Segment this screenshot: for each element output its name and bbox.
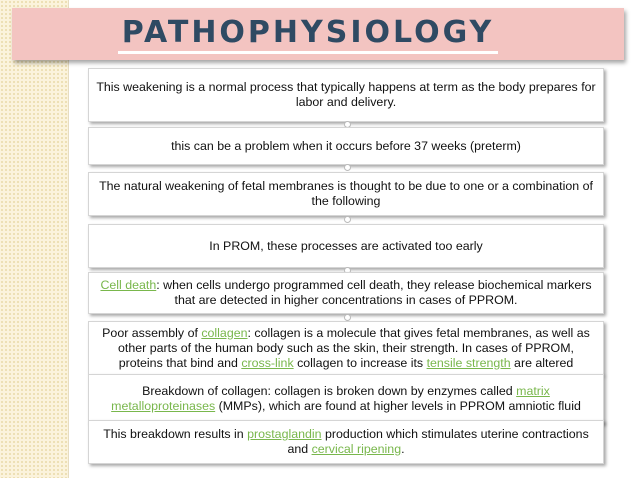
link-matrix-metalloproteinases[interactable]: matrix metalloproteinases: [111, 384, 550, 413]
connector-dot: [344, 314, 351, 321]
flow-box-4-text: In PROM, these processes are activated too early: [209, 238, 483, 253]
connector-dot: [344, 164, 351, 171]
flow-box-5: [88, 272, 604, 314]
flow-box-7: [88, 374, 604, 424]
flow-box-8: [88, 420, 604, 464]
link-prostaglandin[interactable]: prostaglandin: [247, 427, 322, 441]
flow-box-1-text: This weakening is a normal process that typically happens at term as the body prepares for labor and delivery.: [96, 80, 596, 109]
decorative-dotted-strip: [0, 0, 68, 478]
flow-box-2-text: this can be a problem when it occurs before 37 weeks (preterm): [171, 138, 521, 153]
flow-box-7-text: Breakdown of collagen: collagen is broken down by enzymes called matrix metalloproteinases (MMPs), which are found at higher levels in PPROM amniotic fluid: [111, 384, 581, 413]
connector-dot: [344, 216, 351, 223]
flow-box-6: [88, 321, 604, 375]
flow-box-3-text: The natural weakening of fetal membranes is thought to be due to one or a combination of the following: [99, 179, 593, 208]
page-title: PATHOPHYSIOLOGY: [118, 15, 499, 54]
flow-box-4: [88, 224, 604, 268]
link-collagen[interactable]: collagen: [201, 325, 248, 340]
title-banner: [12, 8, 624, 60]
link-cross-link[interactable]: cross-link: [241, 355, 294, 370]
flow-box-6-text: Poor assembly of collagen: collagen is a molecule that gives fetal membranes, as well as other parts of the human body such as the skin, their strength. In cases of PPROM, proteins that bind and cross-link collagen to increase its tensile strength are altered: [102, 325, 590, 370]
flow-box-1: [88, 68, 604, 122]
link-tensile-strength[interactable]: tensile strength: [426, 355, 511, 370]
link-cell-death[interactable]: Cell death: [100, 278, 157, 292]
flow-box-3: [88, 172, 604, 216]
flow-box-8-text: This breakdown results in prostaglandin production which stimulates uterine contractions and cervical ripening.: [103, 427, 589, 456]
link-cervical-ripening[interactable]: cervical ripening: [311, 442, 402, 456]
flow-box-2: [88, 127, 604, 165]
flow-box-5-text: Cell death: when cells undergo programmed cell death, they release biochemical markers that are detected in higher concentrations in cases of PPROM.: [100, 278, 592, 307]
strip-divider: [68, 0, 69, 478]
